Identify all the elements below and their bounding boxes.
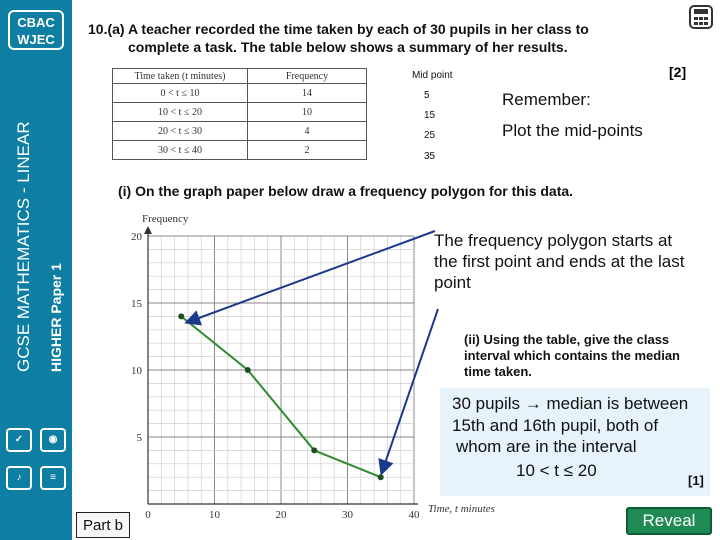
check-icon[interactable]: ✓ — [6, 428, 32, 452]
sidebar — [0, 0, 72, 540]
interval-cell: 20 < t ≤ 30 — [113, 122, 248, 141]
frequency-cell: 2 — [248, 141, 367, 160]
calculator-icon[interactable] — [688, 4, 714, 35]
data-point — [378, 474, 384, 480]
frequency-polygon-chart — [80, 206, 495, 526]
vertical-subtitle: HIGHER Paper 1 — [48, 263, 64, 372]
y-tick-label: 5 — [136, 432, 142, 444]
midpoint-value: 25 — [424, 130, 436, 141]
header-frequency: Frequency — [248, 69, 367, 84]
x-tick-label: 40 — [408, 509, 420, 521]
y-tick-label: 20 — [131, 231, 142, 243]
question-line-2: complete a task. The table below shows a summary of her results. — [128, 39, 568, 55]
ruler-icon[interactable]: ≡ — [40, 466, 66, 490]
table-row — [113, 84, 367, 103]
midpoint-label: Mid point — [412, 70, 453, 81]
interval-cell: 10 < t ≤ 20 — [113, 103, 248, 122]
reveal-button[interactable]: Reveal — [626, 507, 712, 535]
x-tick-label: 0 — [145, 509, 151, 521]
header-time: Time taken (t minutes) — [113, 69, 248, 84]
arrow-to-last-point — [382, 309, 438, 472]
x-tick-label: 10 — [209, 509, 220, 521]
interval-cell: 30 < t ≤ 40 — [113, 141, 248, 160]
marks-ii: [1] — [688, 473, 704, 488]
frequency-cell: 10 — [248, 103, 367, 122]
data-point — [245, 367, 251, 373]
midpoint-value: 5 — [424, 90, 430, 101]
remember-hint: Remember: — [502, 90, 591, 109]
answer-line-1: 30 pupils → median is between — [452, 394, 689, 413]
part-ii-question: (ii) Using the table, give the class interval which contains the median time taken. — [464, 332, 680, 379]
polygon-note: The frequency polygon starts at the first point and ends at the last point — [434, 231, 685, 292]
table-row — [113, 122, 367, 141]
y-tick-label: 10 — [131, 365, 142, 377]
logo-line-1: CBAC — [17, 15, 55, 30]
wjec-logo — [8, 10, 64, 50]
marks-a: [2] — [669, 64, 687, 80]
table-row — [113, 103, 367, 122]
answer-line-2: 15th and 16th pupil, both of — [452, 416, 659, 435]
interval-cell: 0 < t ≤ 10 — [113, 84, 248, 103]
x-tick-label: 30 — [342, 509, 353, 521]
owl-icon[interactable]: ◉ — [40, 428, 66, 452]
midpoint-value: 35 — [424, 151, 436, 162]
x-tick-label: 20 — [275, 509, 287, 521]
midpoint-value: 15 — [424, 110, 436, 121]
chart-grid — [148, 236, 414, 504]
answer-line-3: whom are in the interval — [456, 437, 637, 456]
part-b-button[interactable]: Part b — [76, 512, 130, 538]
data-point — [311, 447, 317, 453]
y-axis-label: Frequency — [142, 213, 189, 225]
sound-icon[interactable]: ♪ — [6, 466, 32, 490]
data-point — [178, 313, 184, 319]
table-header-row — [113, 69, 367, 84]
frequency-cell: 4 — [248, 122, 367, 141]
y-tick-label: 15 — [131, 298, 142, 310]
part-i-instruction: (i) On the graph paper below draw a frequency polygon for this data. — [118, 183, 574, 199]
plot-midpoints-hint: Plot the mid-points — [502, 121, 643, 140]
logo-line-2: WJEC — [17, 32, 55, 47]
question-text — [88, 20, 648, 56]
question-line-1: 10.(a) A teacher recorded the time taken by each of 30 pupils in her class to — [88, 21, 589, 37]
y-axis-arrow — [144, 226, 152, 234]
answer-line-4: 10 < t ≤ 20 — [516, 461, 597, 480]
vertical-title: GCSE MATHEMATICS - LINEAR — [14, 121, 33, 372]
x-axis-label: Time, t minutes — [428, 503, 495, 515]
frequency-cell: 14 — [248, 84, 367, 103]
table-row — [113, 141, 367, 160]
frequency-table — [112, 68, 367, 160]
